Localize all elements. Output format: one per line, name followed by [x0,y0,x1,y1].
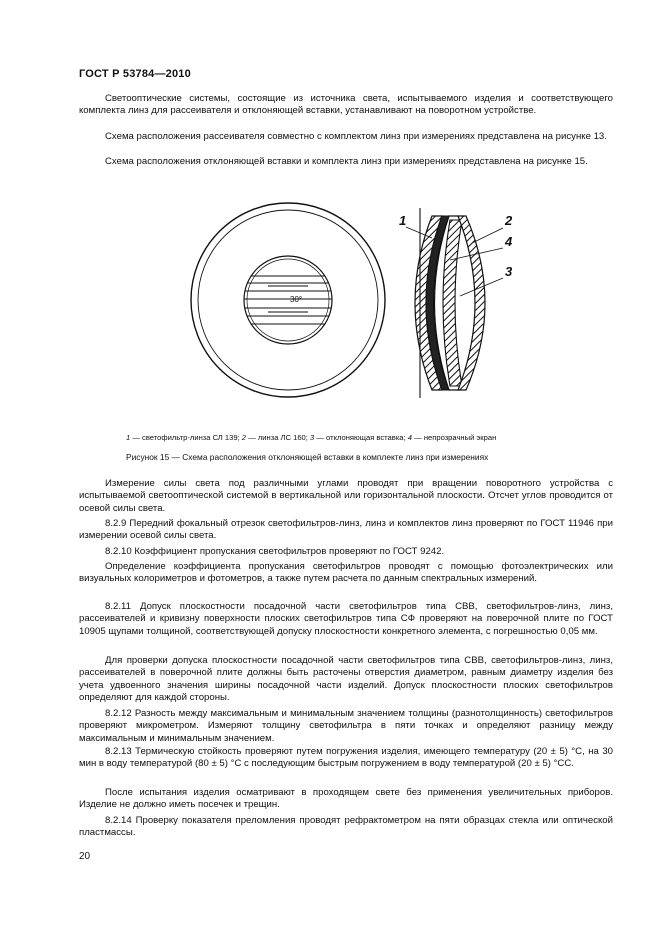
front-view-disc [191,203,385,397]
paragraph-8-2-14: 8.2.14 Проверку показателя преломления проводят рефрактометром на пяти образцах стекла или оптической пластмассы. [79,815,613,839]
paragraph-measurement: Измерение силы света под различными углами проводят при вращении поворотного устройства с испытываемой светооптической системой в вертикальной или горизонтальной плоскости. Отсчет углов проводится от осевой силы света. [79,478,613,514]
callout-2: 2 [505,213,513,228]
deflecting-insert [443,220,462,386]
figure-caption: Рисунок 15 — Схема расположения отклоняющей вставки в комплекте линз при измерениях [126,452,489,462]
angle-label: 30° [290,295,303,304]
legend-num-1: 1 [126,433,131,442]
paragraph-8-2-11: 8.2.11 Допуск плоскостности посадочной части светофильтров типа СВВ, светофильтров-линз, линз, рассеивателей и кривизну поверхности плоских светофильтров типа СФ проверяют на поверочной плите по ГОСТ 10905 щупами толщиной, соответствующей допуску плоскостности конкретного элемента, с погрешностью 0,05 мм. [79,601,613,637]
paragraph-8-2-9: 8.2.9 Передний фокальный отрезок светофильтров-линз, линз и комплектов линз проверяют по ГОСТ 11946 при измерении осевой силы света. [79,518,613,542]
paragraph-scheme-13: Схема расположения рассеивателя совместно с комплектом линз при измерениях представлена на рисунке 13. [105,131,607,142]
figure-legend [126,433,496,442]
callout-1: 1 [399,213,407,228]
paragraph-flatness: Для проверки допуска плоскостности посадочной части светофильтров типа СВВ, светофильтров-линз, линз, рассеивателей в поверочной плите должны быть расточены отверстия диаметром, равным диаметру изделия без учета удвоенного значения ширины посадочной части изделий. Допуск плоскостности плоских светофильтров определяют для каждой стороны. [79,655,613,704]
paragraph-scheme-15: Схема расположения отклоняющей вставки и комплекта линз при измерениях представлена на рисунке 15. [105,156,588,167]
callout-4: 4 [505,234,513,249]
side-view-lens-assembly [415,208,485,398]
legend-num-2: 2 [241,433,247,442]
legend-text-3: — отклоняющая вставка; [314,433,408,442]
figure-15-drawing [170,198,570,423]
page-number: 20 [79,851,91,862]
legend-text-2: — линза ЛС 160; [246,433,310,442]
paragraph-transmission: Определение коэффициента пропускания светофильтров проводят с помощью фотоэлектрических или визуальных колориметров и фотометров, а также путем расчета по данным спектральных измерений. [79,561,613,585]
lens-ls160 [458,216,485,390]
paragraph-8-2-12: 8.2.12 Разность между максимальным и минимальным значением толщины (разнотолщинность) светофильтров проверяют микрометром. Измеряют толщину светофильтра в пяти точках и определяют разницу между максимальным и минимальным значением. [79,708,613,744]
paragraph-8-2-10: 8.2.10 Коэффициент пропускания светофильтров проверяют по ГОСТ 9242. [105,546,445,557]
paragraph-8-2-13: 8.2.13 Термическую стойкость проверяют путем погружения изделия, имеющего температуру (20 ± 5) °С, на 30 мин в воду температурой (80 ± 5) °С с последующим быстрым погружением в воду температурой (20 ± 5) °СС. [79,746,613,770]
callout-3: 3 [505,264,513,279]
legend-num-4: 4 [407,433,412,442]
document-header: ГОСТ Р 53784—2010 [79,68,191,80]
legend-num-3: 3 [310,433,315,442]
legend-text-1: — светофильтр-линза СЛ 139; [130,433,242,442]
paragraph-inspection: После испытания изделия осматривают в проходящем свете без применения увеличительных приборов. Изделие не должно иметь посечек и трещин. [79,787,613,811]
paragraph-optical-systems: Светооптические системы, состоящие из источника света, испытываемого изделия и соответствующего комплекта линз для рассеивателя и отклоняющей вставки, устанавливают на поворотном устройстве. [79,93,613,117]
legend-text-4: — непрозрачный экран [412,433,497,442]
